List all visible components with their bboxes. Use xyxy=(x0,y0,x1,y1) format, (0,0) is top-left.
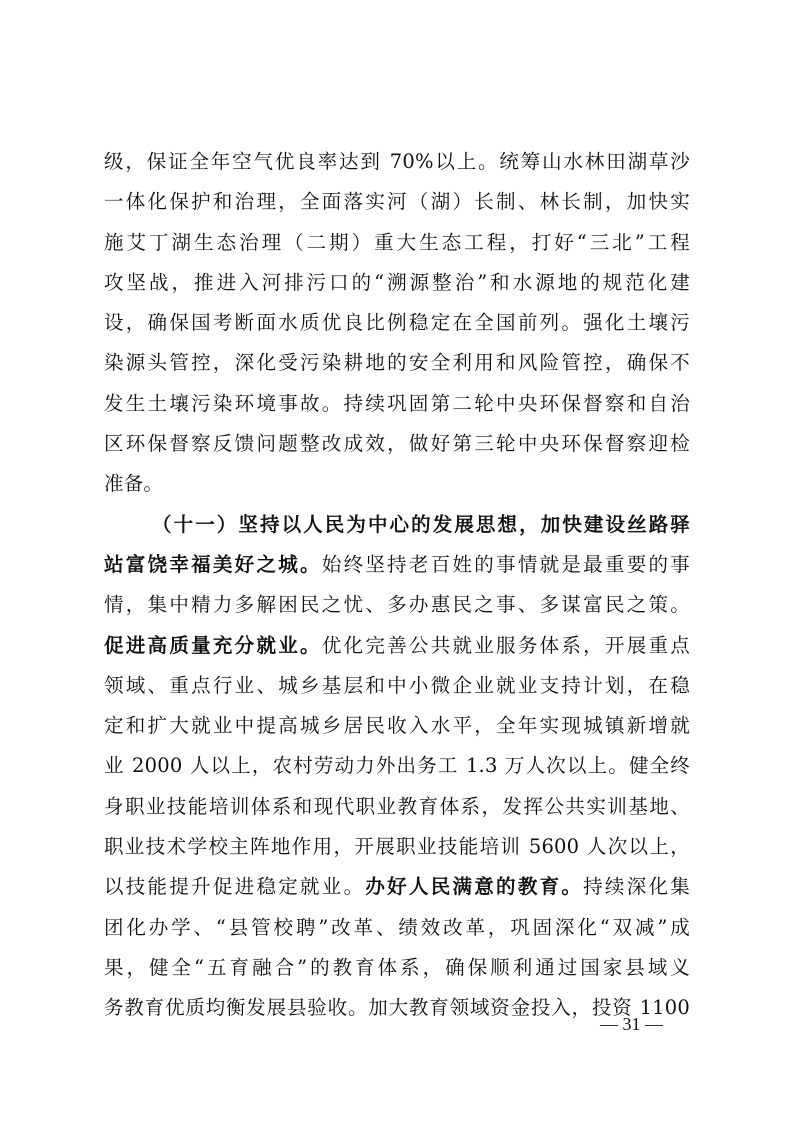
paragraph-line: 情，集中精力多解困民之忧、多办惠民之事、多谋富民之策。 xyxy=(104,593,690,617)
paragraph-line xyxy=(104,545,690,585)
paragraph-line: 领域、重点行业、城乡基层和中小微企业就业支持计划，在稳 xyxy=(104,673,690,697)
paragraph-environment xyxy=(104,142,690,505)
paragraph-line: 职业技术学校主阵地作用，开展职业技能培训 5600 人次以上， xyxy=(104,835,690,859)
paragraph-line: 一体化保护和治理，全面落实河（湖）长制、林长制，加快实 xyxy=(104,190,690,214)
paragraph-line: 级，保证全年空气优良率达到 70%以上。统筹山水林田湖草沙 xyxy=(104,150,690,173)
paragraph-text: 始终坚持老百姓的事情就是最重要的事 xyxy=(321,552,690,576)
paragraph-line xyxy=(104,867,690,907)
paragraph-text: 优化完善公共就业服务体系，开展重点 xyxy=(321,633,690,657)
paragraph-line: 施艾丁湖生态治理（二期）重大生态工程，打好“三北”工程 xyxy=(104,230,690,254)
document-body xyxy=(104,142,690,1029)
subheading-employment: 促进高质量充分就业。 xyxy=(104,633,322,657)
paragraph-line: 设，确保国考断面水质优良比例稳定在全国前列。强化土壤污 xyxy=(104,311,690,335)
paragraph-line: 定和扩大就业中提高城乡居民收入水平，全年实现城镇新增就 xyxy=(104,714,690,738)
paragraph-line: 攻坚战，推进入河排污口的“溯源整治”和水源地的规范化建 xyxy=(104,270,690,294)
paragraph-text: 以技能提升促进稳定就业。 xyxy=(104,875,366,899)
paragraph-people-livelihood xyxy=(104,505,690,1029)
paragraph-line: 发生土壤污染环境事故。持续巩固第二轮中央环保督察和自治 xyxy=(104,391,690,415)
paragraph-line: 业 2000 人以上，农村劳动力外出务工 1.3 万人次以上。健全终 xyxy=(104,754,690,778)
section-heading: （十一）坚持以人民为中心的发展思想，加快建设丝路驿 xyxy=(152,512,690,536)
paragraph-line: 身职业技能培训体系和现代职业教育体系，发挥公共实训基地、 xyxy=(104,794,690,818)
paragraph-line: 染源头管控，深化受污染耕地的安全利用和风险管控，确保不 xyxy=(104,351,690,375)
subheading-education: 办好人民满意的教育。 xyxy=(365,875,584,899)
paragraph-line: 团化办学、“县管校聘”改革、绩效改革，巩固深化“双减”成 xyxy=(104,915,690,939)
paragraph-line: 区环保督察反馈问题整改成效，做好第三轮中央环保督察迎检 xyxy=(104,432,690,456)
page-number: — 31 — xyxy=(600,1014,663,1034)
paragraph-line xyxy=(104,626,690,666)
paragraph-text: 持续深化集 xyxy=(583,875,690,899)
paragraph-line: 务教育优质均衡发展县验收。加大教育领域资金投入，投资 1100 xyxy=(104,996,690,1020)
section-heading-continued: 站富饶幸福美好之城。 xyxy=(104,552,322,576)
paragraph-line: 果，健全“五育融合”的教育体系，确保顺利通过国家县域义 xyxy=(104,955,690,979)
paragraph-line: 准备。 xyxy=(104,472,164,496)
